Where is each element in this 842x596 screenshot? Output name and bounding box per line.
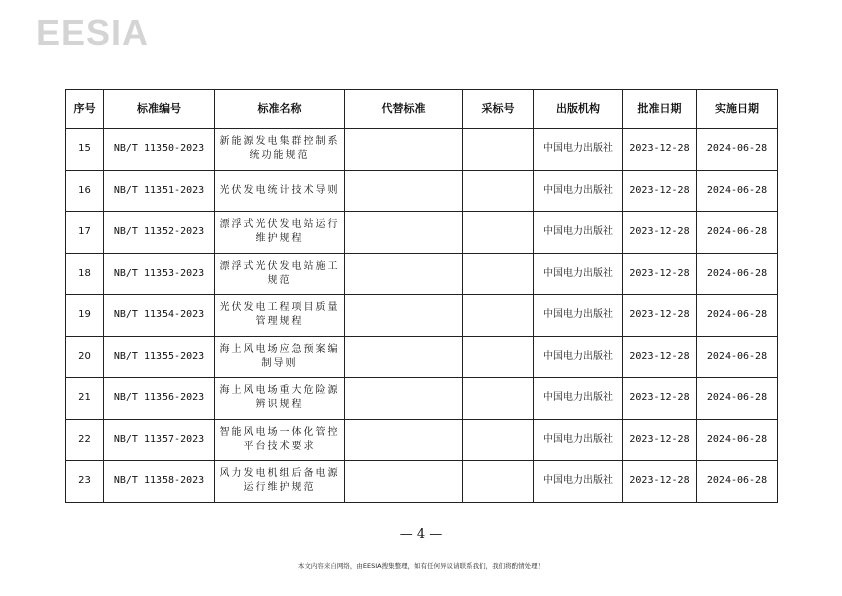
- cell-name: 漂浮式光伏发电站运行维护规程: [215, 212, 345, 254]
- cell-effective: 2024-06-28: [697, 378, 778, 420]
- cell-name: 漂浮式光伏发电站施工规范: [215, 253, 345, 295]
- table-row: [66, 295, 778, 337]
- cell-effective: 2024-06-28: [697, 336, 778, 378]
- table-row: [66, 253, 778, 295]
- cell-approved: 2023-12-28: [623, 295, 697, 337]
- header-cell-replaces: 代替标准: [345, 90, 463, 129]
- cell-approved: 2023-12-28: [623, 419, 697, 461]
- standards-table: [65, 89, 778, 503]
- cell-adopted: [463, 253, 534, 295]
- cell-effective: 2024-06-28: [697, 295, 778, 337]
- table-row: [66, 461, 778, 503]
- cell-effective: 2024-06-28: [697, 212, 778, 254]
- cell-publisher: 中国电力出版社: [534, 461, 623, 503]
- cell-adopted: [463, 212, 534, 254]
- cell-approved: 2023-12-28: [623, 461, 697, 503]
- cell-replaces: [345, 212, 463, 254]
- cell-effective: 2024-06-28: [697, 170, 778, 212]
- cell-effective: 2024-06-28: [697, 253, 778, 295]
- cell-replaces: [345, 461, 463, 503]
- table-row: [66, 170, 778, 212]
- cell-code: NB/T 11351-2023: [104, 170, 215, 212]
- table-header-row: [66, 90, 778, 129]
- cell-no: 23: [66, 461, 104, 503]
- cell-replaces: [345, 129, 463, 171]
- table-row: [66, 378, 778, 420]
- cell-adopted: [463, 378, 534, 420]
- cell-code: NB/T 11356-2023: [104, 378, 215, 420]
- footer-note: 本文内容来自网络，由EESIA搜集整理，如有任何异议请联系我们，我们将酌情处理！: [297, 562, 545, 570]
- cell-publisher: 中国电力出版社: [534, 295, 623, 337]
- cell-publisher: 中国电力出版社: [534, 253, 623, 295]
- header-cell-no: 序号: [66, 90, 104, 129]
- eesia-logo: EESIA: [36, 12, 150, 53]
- cell-adopted: [463, 419, 534, 461]
- cell-no: 18: [66, 253, 104, 295]
- cell-name: 智能风电场一体化管控平台技术要求: [215, 419, 345, 461]
- cell-replaces: [345, 419, 463, 461]
- cell-no: 21: [66, 378, 104, 420]
- cell-name: 光伏发电工程项目质量管理规程: [215, 295, 345, 337]
- header-cell-publisher: 出版机构: [534, 90, 623, 129]
- header-cell-adopted: 采标号: [463, 90, 534, 129]
- cell-no: 15: [66, 129, 104, 171]
- cell-code: NB/T 11357-2023: [104, 419, 215, 461]
- cell-name: 海上风电场重大危险源辨识规程: [215, 378, 345, 420]
- cell-adopted: [463, 461, 534, 503]
- cell-name: 风力发电机组后备电源运行维护规范: [215, 461, 345, 503]
- table-row: [66, 212, 778, 254]
- cell-adopted: [463, 129, 534, 171]
- cell-adopted: [463, 295, 534, 337]
- cell-no: 16: [66, 170, 104, 212]
- cell-publisher: 中国电力出版社: [534, 378, 623, 420]
- cell-adopted: [463, 336, 534, 378]
- cell-name: 海上风电场应急预案编制导则: [215, 336, 345, 378]
- cell-code: NB/T 11350-2023: [104, 129, 215, 171]
- cell-code: NB/T 11353-2023: [104, 253, 215, 295]
- cell-no: 19: [66, 295, 104, 337]
- cell-no: 22: [66, 419, 104, 461]
- cell-replaces: [345, 170, 463, 212]
- cell-effective: 2024-06-28: [697, 129, 778, 171]
- cell-publisher: 中国电力出版社: [534, 419, 623, 461]
- cell-no: 20: [66, 336, 104, 378]
- cell-approved: 2023-12-28: [623, 170, 697, 212]
- cell-replaces: [345, 378, 463, 420]
- cell-replaces: [345, 295, 463, 337]
- cell-effective: 2024-06-28: [697, 461, 778, 503]
- cell-approved: 2023-12-28: [623, 129, 697, 171]
- cell-approved: 2023-12-28: [623, 212, 697, 254]
- cell-code: NB/T 11358-2023: [104, 461, 215, 503]
- cell-code: NB/T 11352-2023: [104, 212, 215, 254]
- cell-publisher: 中国电力出版社: [534, 170, 623, 212]
- cell-code: NB/T 11354-2023: [104, 295, 215, 337]
- cell-publisher: 中国电力出版社: [534, 129, 623, 171]
- cell-publisher: 中国电力出版社: [534, 212, 623, 254]
- header-cell-approved: 批准日期: [623, 90, 697, 129]
- page-number: — 4 —: [399, 527, 443, 542]
- cell-replaces: [345, 253, 463, 295]
- cell-replaces: [345, 336, 463, 378]
- cell-adopted: [463, 170, 534, 212]
- cell-approved: 2023-12-28: [623, 336, 697, 378]
- cell-publisher: 中国电力出版社: [534, 336, 623, 378]
- cell-code: NB/T 11355-2023: [104, 336, 215, 378]
- table-row: [66, 419, 778, 461]
- cell-approved: 2023-12-28: [623, 253, 697, 295]
- cell-effective: 2024-06-28: [697, 419, 778, 461]
- table-row: [66, 129, 778, 171]
- header-cell-effective: 实施日期: [697, 90, 778, 129]
- header-cell-code: 标准编号: [104, 90, 215, 129]
- cell-approved: 2023-12-28: [623, 378, 697, 420]
- header-cell-name: 标准名称: [215, 90, 345, 129]
- table-row: [66, 336, 778, 378]
- cell-name: 光伏发电统计技术导则: [215, 170, 345, 212]
- cell-name: 新能源发电集群控制系统功能规范: [215, 129, 345, 171]
- cell-no: 17: [66, 212, 104, 254]
